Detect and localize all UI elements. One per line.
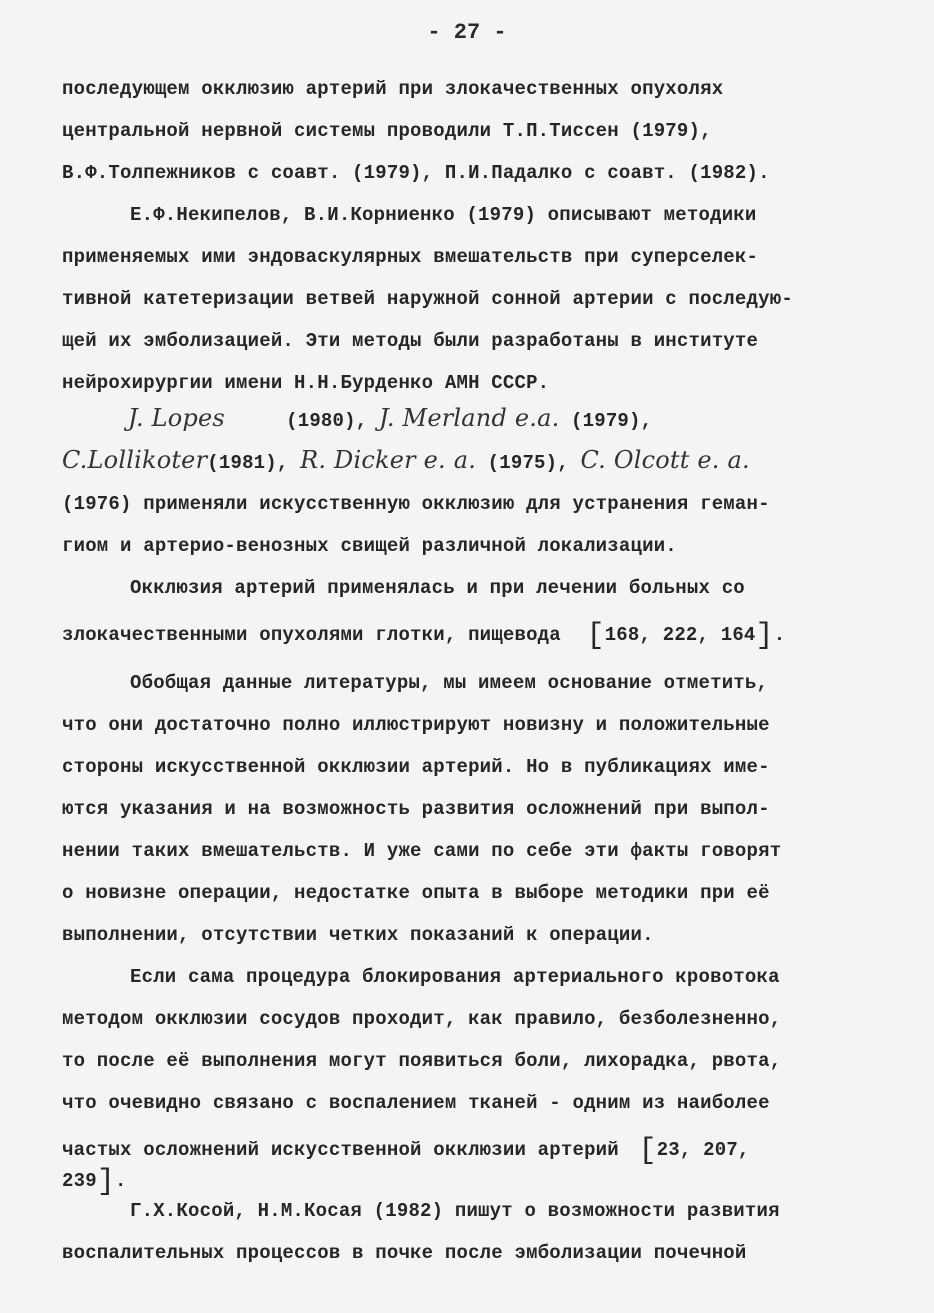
text-segment: . xyxy=(115,1170,127,1192)
text-line: то после её выполнения могут появиться боли, лихорадка, рвота, xyxy=(62,1050,782,1072)
reference-list: 23, 207, xyxy=(656,1139,750,1161)
citation-year: (1975), xyxy=(487,452,569,474)
text-line: ются указания и на возможность развития осложнений при выпол- xyxy=(62,798,770,820)
text-line: выполнении, отсутствии четких показаний к операции. xyxy=(62,924,654,946)
text-line: гиом и артерио-венозных свищей различной локализации. xyxy=(62,535,677,557)
text-line-with-reference: 239]. xyxy=(62,1165,127,1199)
text-line: воспалительных процессов в почке после эмболизации почечной xyxy=(62,1242,747,1264)
text-line: Окклюзия артерий применялась и при лечении больных со xyxy=(130,577,745,599)
reference-list: 168, 222, 164 xyxy=(604,624,756,646)
handwritten-line xyxy=(62,446,750,474)
text-line: что очевидно связано с воспалением тканей - одним из наиболее xyxy=(62,1092,770,1114)
text-line: стороны искусственной окклюзии артерий. Но в публикациях име- xyxy=(62,756,770,778)
text-segment: частых осложнений искусственной окклюзии артерий xyxy=(62,1139,619,1161)
text-line: применяемых ими эндоваскулярных вмешательств при суперселек- xyxy=(62,246,759,268)
text-line: Г.Х.Косой, Н.М.Косая (1982) пишут о возможности развития xyxy=(130,1200,780,1222)
text-line: (1976) применяли искусственную окклюзию для устранения геман- xyxy=(62,493,770,515)
citation-year: (1980), xyxy=(286,410,368,432)
text-line: Если сама процедура блокирования артериального кровотока xyxy=(130,966,780,988)
handwritten-author: J. Merland e.a. xyxy=(378,404,560,432)
text-segment: злокачественными опухолями глотки, пищевода xyxy=(62,624,561,646)
text-line-with-reference: частых осложнений искусственной окклюзии артерий [23, 207, xyxy=(62,1134,750,1168)
citation-year: (1981), xyxy=(207,452,289,474)
text-line: В.Ф.Толпежников с соавт. (1979), П.И.Падалко с соавт. (1982). xyxy=(62,162,770,184)
text-line: Е.Ф.Некипелов, В.И.Корниенко (1979) описывают методики xyxy=(130,204,757,226)
text-line: нейрохирургии имени Н.Н.Бурденко АМН СССР. xyxy=(62,372,550,394)
text-line: центральной нервной системы проводили Т.П.Тиссен (1979), xyxy=(62,120,712,142)
text-line: последующем окклюзию артерий при злокачественных опухолях xyxy=(62,78,724,100)
handwritten-author: C.Lollikoter xyxy=(62,446,208,474)
text-line: щей их эмболизацией. Эти методы были разработаны в институте xyxy=(62,330,759,352)
handwritten-line xyxy=(128,404,652,432)
page-number: - 27 - xyxy=(427,20,507,45)
text-line: о новизне операции, недостатке опыта в выборе методики при её xyxy=(62,882,770,904)
text-line-with-reference: злокачественными опухолями глотки, пищевода [168, 222, 164]. xyxy=(62,619,786,653)
text-segment: . xyxy=(773,624,786,646)
text-line: методом окклюзии сосудов проходит, как правило, безболезненно, xyxy=(62,1008,782,1030)
text-line: что они достаточно полно иллюстрируют новизну и положительные xyxy=(62,714,770,736)
handwritten-author: C. Olcott e. a. xyxy=(580,446,750,474)
text-line: нении таких вмешательств. И уже сами по себе эти факты говорят xyxy=(62,840,782,862)
handwritten-author: R. Dicker e. a. xyxy=(300,446,477,474)
text-line: Обобщая данные литературы, мы имеем основание отметить, xyxy=(130,672,769,694)
reference-list: 239 xyxy=(62,1170,97,1192)
handwritten-author: J. Lopes xyxy=(128,404,225,432)
text-line: тивной катетеризации ветвей наружной сонной артерии с последую- xyxy=(62,288,793,310)
citation-year: (1979), xyxy=(571,410,653,432)
